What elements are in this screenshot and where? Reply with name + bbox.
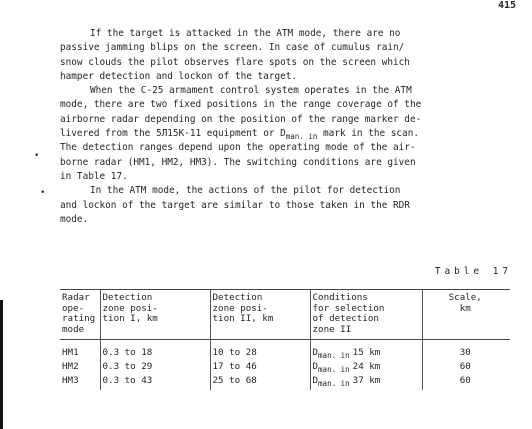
table-cell: 0.3 to 18 (100, 340, 210, 363)
table-cell: HM2 (62, 361, 79, 372)
margin-speck: • (34, 151, 40, 161)
table-header-row (60, 290, 510, 340)
page-edge-rule (0, 300, 3, 429)
text-line: If the target is attacked in the ATM mode, there are no (90, 28, 401, 39)
page-number: 415 (497, 0, 516, 11)
text-line: In the ATM mode, the actions of the pilot for detection (90, 185, 401, 197)
table-cell: 0.3 to 43 (100, 376, 210, 390)
text-line: in Table 17. (60, 170, 128, 182)
table-row (60, 362, 510, 376)
text-line: mode. (60, 213, 89, 225)
table-cell: 0.3 to 29 (100, 362, 210, 376)
table-cell: HM1 (62, 347, 79, 358)
table-cell: 60 (422, 362, 510, 376)
table-cell: 30 (422, 340, 510, 363)
header-scale: Scale, km (422, 290, 510, 340)
table-cell: 17 to 46 (210, 362, 310, 376)
header-radar-mode: Radar ope- rating mode (60, 290, 100, 340)
table-cell: $D_{man. in}$ 37 km (310, 376, 422, 390)
text-line: hamper detection and lockon of the target. (60, 70, 298, 82)
text-line: passive jamming blips on the screen. In case of cumulus rain/ (60, 42, 405, 54)
text-line: borne radar (HM1, HM2, HM3). The switching conditions are given (60, 156, 416, 168)
text-line: When the C-25 armament control system operates in the ATM (90, 85, 412, 97)
table-cell: 10 to 28 (210, 340, 310, 363)
text-line: mode, there are two fixed positions in the range coverage of the (60, 99, 422, 111)
text-line: snow clouds the pilot observes flare spots on the screen which (60, 56, 410, 68)
text-line: The detection ranges depend upon the operating mode of the air- (60, 142, 416, 154)
margin-speck: • (40, 188, 46, 198)
table-row (60, 376, 510, 390)
header-conditions: Conditions for selection of detection zone II (310, 290, 422, 340)
text-line: and lockon of the target are similar to those taken in the RDR (60, 199, 410, 211)
text-line: livered from the 5Л15K-11 equipment or $D_{man. in}$ mark in the scan. (60, 128, 419, 142)
table-row (60, 340, 510, 363)
table-caption: Table 17 (434, 266, 512, 277)
header-zone-1: Detection zone posi- tion I, km (100, 290, 210, 340)
detection-zone-table (60, 289, 510, 390)
text-line: airborne radar depending on the position of the range marker de- (60, 113, 422, 125)
body-text (60, 27, 500, 227)
table-cell: HM3 (62, 375, 79, 386)
table-cell: $D_{man. in}$ 15 km (310, 340, 422, 363)
header-zone-2: Detection zone posi- tion II, km (210, 290, 310, 340)
table-cell: $D_{man. in}$ 24 km (310, 362, 422, 376)
table-cell: 60 (422, 376, 510, 390)
table-cell: 25 to 68 (210, 376, 310, 390)
